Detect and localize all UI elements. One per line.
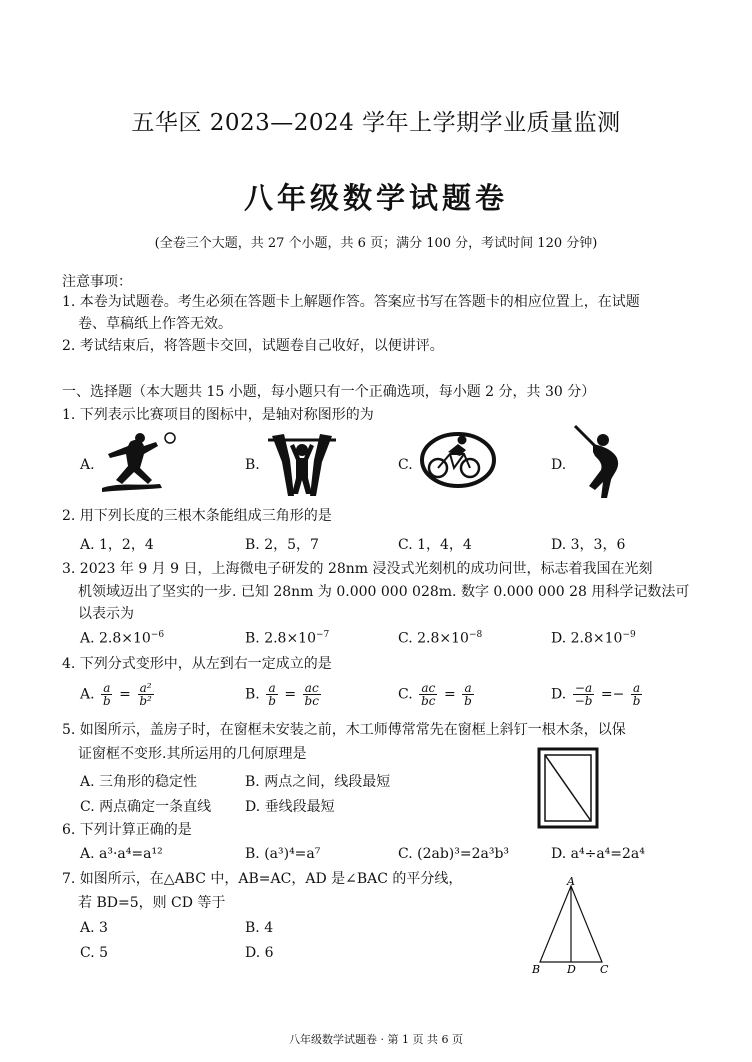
q7-option-c: C. 5 bbox=[80, 945, 109, 961]
q7-stem-line-1: 7. 如图所示，在△ABC 中，AB=AC，AD 是∠BAC 的平分线， bbox=[62, 871, 463, 887]
notes-item-1-cont: 卷、草稿纸上作答无效。 bbox=[78, 316, 232, 332]
q1-option-b: B. bbox=[245, 457, 260, 473]
q3-option-d: D. $2.8\times 10^{-9}$ bbox=[551, 630, 636, 647]
vertex-label-a: A bbox=[567, 876, 575, 888]
q7-option-a: A. 3 bbox=[80, 920, 108, 936]
q3-option-c: C. $2.8\times 10^{-8}$ bbox=[398, 630, 483, 647]
handball-icon bbox=[100, 428, 178, 494]
vertex-label-c: C bbox=[600, 963, 609, 976]
exam-subtitle: 八年级数学试题卷 bbox=[243, 181, 508, 215]
q6-option-c: C. (2ab)³=2a³b³ bbox=[398, 846, 510, 862]
golf-icon bbox=[573, 424, 631, 500]
q7-option-d: D. 6 bbox=[245, 945, 274, 961]
cycling-icon bbox=[418, 430, 496, 490]
notes-item-1: 1. 本卷为试题卷。考生必须在答题卡上解题作答。答案应书写在答题卡的相应位置上，在试题 bbox=[62, 294, 640, 310]
q5-option-a: A. 三角形的稳定性 bbox=[80, 774, 198, 790]
window-frame-figure bbox=[537, 747, 599, 829]
exam-title: 五华区 2023—2024 学年上学期学业质量监测 bbox=[131, 110, 621, 136]
q1-option-c: C. bbox=[398, 457, 413, 473]
q2-stem: 2. 用下列长度的三根木条能组成三角形的是 bbox=[62, 508, 332, 524]
q1-option-a: A. bbox=[80, 457, 95, 473]
q5-stem-line-2: 证窗框不变形.其所运用的几何原理是 bbox=[78, 746, 307, 762]
q3-option-b: B. $2.8\times 10^{-7}$ bbox=[245, 630, 330, 647]
triangle-abc-figure bbox=[528, 876, 614, 976]
q3-stem-line-1: 3. 2023 年 9 月 9 日，上海微电子研发的 28nm 浸没式光刻机的成功问世，标志着我国在光刻 bbox=[62, 561, 653, 577]
q3-stem-line-3: 以表示为 bbox=[78, 606, 134, 622]
q2-option-d: D. 3，3，6 bbox=[551, 537, 626, 553]
q2-option-c: C. 1，4，4 bbox=[398, 537, 472, 553]
q6-option-a: A. a³·a⁴=a¹² bbox=[80, 846, 163, 862]
q5-option-d: D. 垂线段最短 bbox=[245, 799, 335, 815]
q7-option-b: B. 4 bbox=[245, 920, 274, 936]
q6-option-d: D. a⁴÷a⁴=2a⁴ bbox=[551, 846, 645, 862]
section-heading: 一、选择题（本大题共 15 小题，每小题只有一个正确选项，每小题 2 分，共 30 分） bbox=[62, 384, 596, 400]
page-footer: 八年级数学试题卷 · 第 1 页 共 6 页 bbox=[289, 1033, 463, 1046]
notes-item-2: 2. 考试结束后，将答题卡交回，试题卷自己收好，以便讲评。 bbox=[62, 338, 444, 354]
q4-option-a: A. $\frac{a}{b}$ = $\frac{\text{a²}}{\text{b²}}$ bbox=[80, 681, 152, 708]
point-label-d: D bbox=[567, 963, 576, 976]
exam-info: (全卷三个大题，共 27 个小题，共 6 页；满分 100 分，考试时间 120 分钟) bbox=[154, 236, 598, 251]
q6-option-b: B. (a³)⁴=a⁷ bbox=[245, 846, 321, 862]
q5-option-b: B. 两点之间，线段最短 bbox=[245, 774, 391, 790]
q4-stem: 4. 下列分式变形中，从左到右一定成立的是 bbox=[62, 656, 332, 672]
notes-title: 注意事项： bbox=[62, 274, 132, 290]
q4-option-b: B. $\frac{a}{b}$ = $\frac{ac}{bc}$ bbox=[245, 681, 319, 708]
q4-option-d: D. $\frac{-a}{-b}$ =− $\frac{a}{b}$ bbox=[551, 681, 641, 708]
q6-stem: 6. 下列计算正确的是 bbox=[62, 822, 192, 838]
q7-stem-line-2: 若 BD=5，则 CD 等于 bbox=[78, 895, 226, 911]
q5-option-c: C. 两点确定一条直线 bbox=[80, 799, 212, 815]
q2-option-a: A. 1，2，4 bbox=[80, 537, 154, 553]
q1-stem: 1. 下列表示比赛项目的图标中，是轴对称图形的为 bbox=[62, 407, 374, 423]
vertex-label-b: B bbox=[532, 963, 541, 976]
q5-stem-line-1: 5. 如图所示，盖房子时，在窗框未安装之前，木工师傅常常先在窗框上斜钉一根木条，以保 bbox=[62, 722, 626, 738]
q3-option-a: A. $2.8\times 10^{-6}$ bbox=[80, 630, 165, 647]
q3-stem-line-2: 机领域迈出了坚实的一步. 已知 28nm 为 0.000 000 028m. 数字 0.000 000 28 用科学记数法可 bbox=[78, 584, 690, 600]
weightlifting-icon bbox=[266, 430, 338, 498]
q1-option-d: D. bbox=[551, 457, 567, 473]
q4-option-c: C. $\frac{ac}{bc}$ = $\frac{a}{b}$ bbox=[398, 681, 472, 708]
q2-option-b: B. 2，5，7 bbox=[245, 537, 319, 553]
